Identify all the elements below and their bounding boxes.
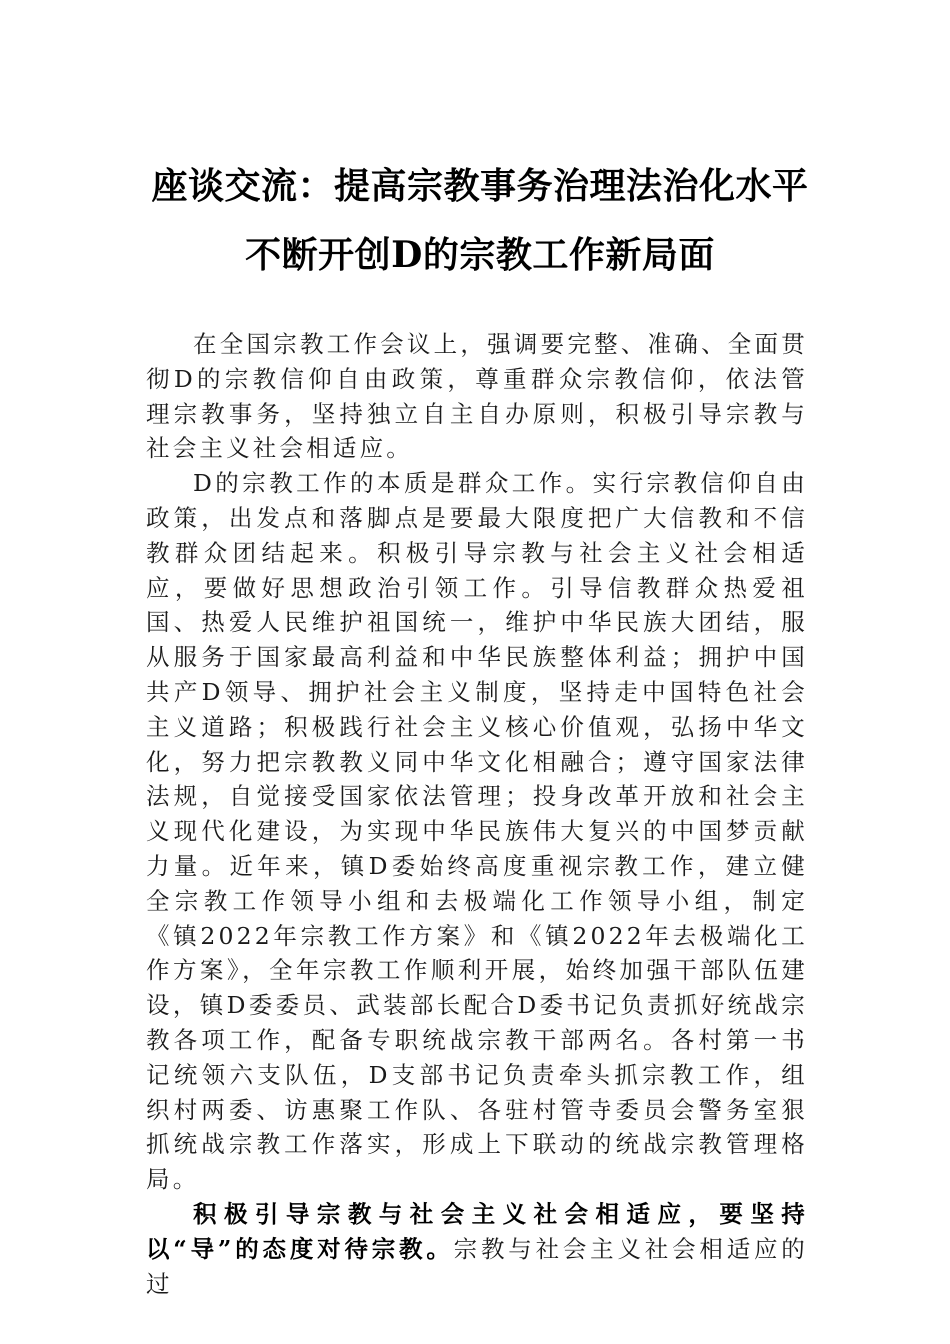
paragraph-3-bold-lead: 积极引导宗教与社会主义社会相适应，要坚持以“导”的态度对待宗教。 [146,1199,808,1263]
paragraph-3-text: 宗教与社会主义社会相适应的过 [146,1234,808,1298]
paragraph-1: 在全国宗教工作会议上，强调要完整、准确、全面贯彻D的宗教信仰自由政策，尊重群众宗教信仰，依法管理宗教事务，坚持独立自主自办原则，积极引导宗教与社会主义社会相适应。 [146,330,808,463]
document-body [146,327,808,1301]
document-title-line-2: 不断开创D的宗教工作新局面 [245,234,715,276]
document-title-line-1: 座谈交流：提高宗教事务治理法治化水平 [151,165,809,207]
paragraph-3 [146,1197,808,1301]
paragraph-2: D的宗教工作的本质是群众工作。实行宗教信仰自由政策，出发点和落脚点是要最大限度把广大信教和不信教群众团结起来。积极引导宗教与社会主义社会相适应，要做好思想政治引领工作。引导信教群众热爱祖国、热爱人民维护祖国统一，维护中华民族大团结，服从服务于国家最高利益和中华民族整体利益；拥护中国共产D领导、拥护社会主义制度，坚持走中国特色社会主义道路；积极践行社会主义核心价值观，弘扬中华文化，努力把宗教教义同中华文化相融合；遵守国家法律法规，自觉接受国家依法管理；投身改革开放和社会主义现代化建设，为实现中华民族伟大复兴的中国梦贡献力量。近年来，镇D委始终高度重视宗教工作，建立健全宗教工作领导小组和去极端化工作领导小组，制定《镇2022年宗教工作方案》和《镇2022年去极端化工作方案》，全年宗教工作顺利开展，始终加强干部队伍建设，镇D委委员、武装部长配合D委书记负责抓好统战宗教各项工作，配备专职统战宗教干部两名。各村第一书记统领六支队伍，D支部书记负责牵头抓宗教工作，组织村两委、访惠聚工作队、各驻村管寺委员会警务室狠抓统战宗教工作落实，形成上下联动的统战宗教管理格局。 [146,469,808,1194]
